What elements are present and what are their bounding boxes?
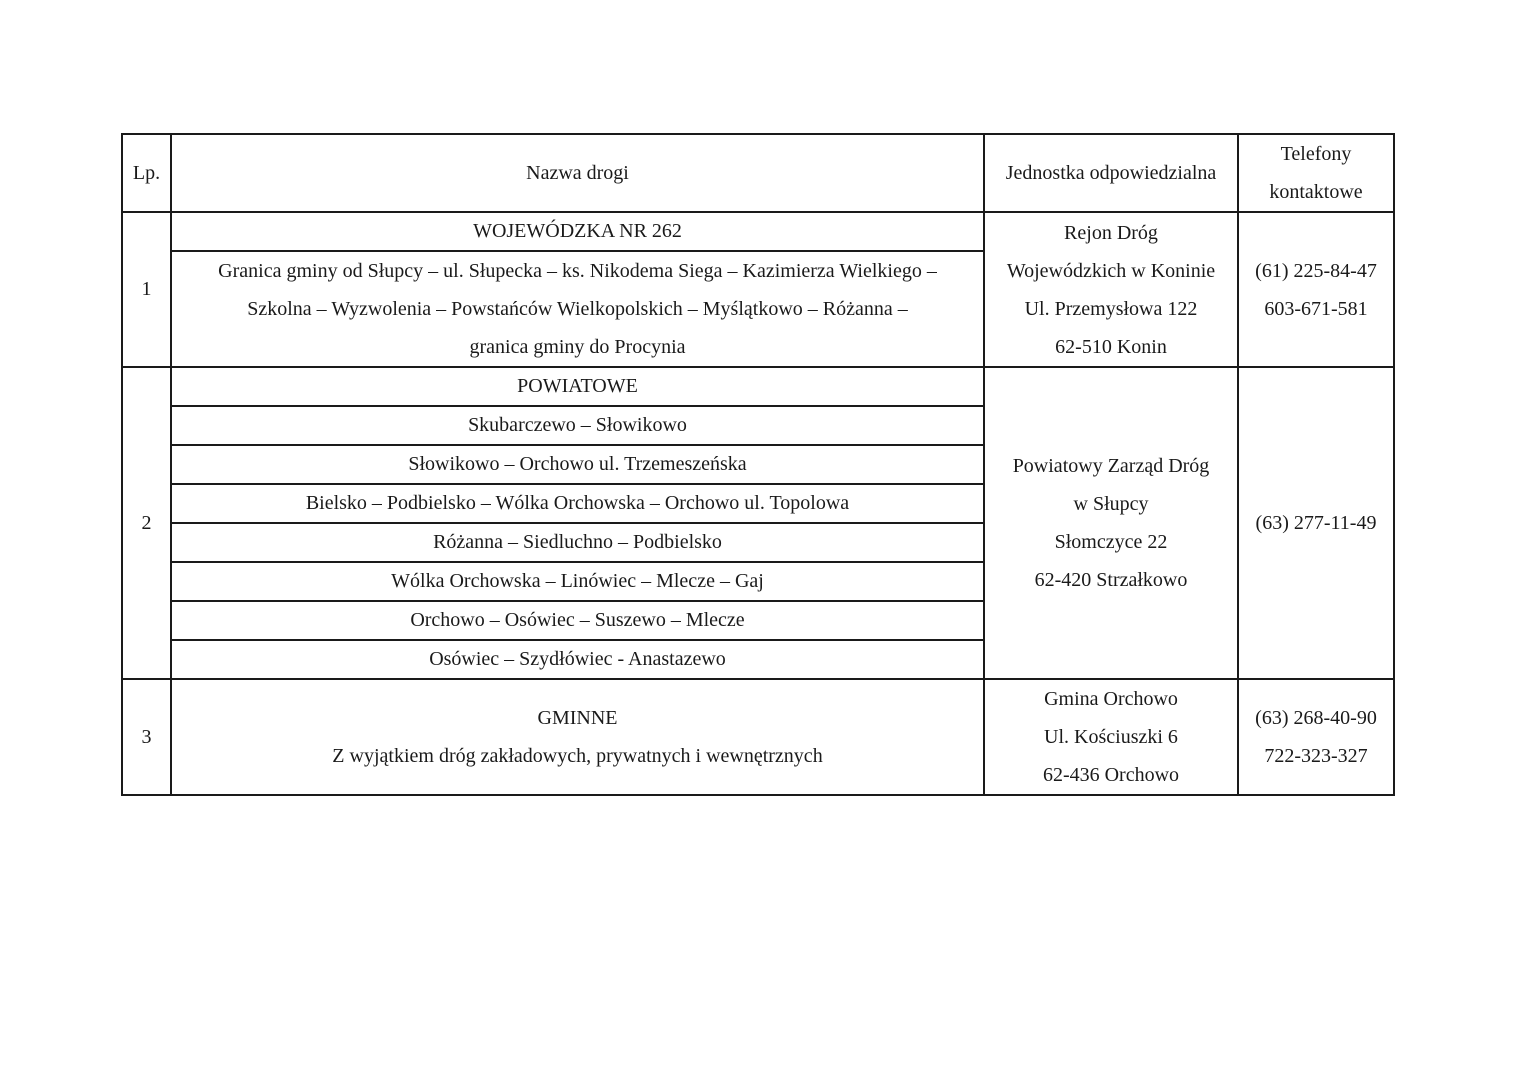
header-phones-line1: Telefony: [1280, 143, 1352, 165]
responsible-unit: [984, 367, 1238, 679]
section-heading: POWIATOWE: [171, 367, 984, 406]
road-name: Różanna – Siedluchno – Podbielsko: [171, 523, 984, 562]
road-name: Słowikowo – Orchowo ul. Trzemeszeńska: [171, 445, 984, 484]
unit-line: Ul. Przemysłowa 122: [1024, 297, 1198, 320]
table-row: [122, 367, 1394, 406]
road-note: Z wyjątkiem dróg zakładowych, prywatnych i wewnętrznych: [332, 745, 823, 767]
table-row: [122, 679, 1394, 795]
responsible-unit: [984, 212, 1238, 367]
section-heading: GMINNE: [537, 707, 618, 729]
header-road-name: Nazwa drogi: [171, 134, 984, 212]
row-number: 2: [122, 367, 171, 679]
contact-phones: [1238, 679, 1394, 795]
row-number: 3: [122, 679, 171, 795]
unit-line: 62-420 Strzałkowo: [1034, 569, 1188, 591]
row-number: 1: [122, 212, 171, 367]
road-description: [171, 251, 984, 367]
unit-line: Powiatowy Zarząd Dróg: [1012, 455, 1210, 477]
phone-number: (63) 277-11-49: [1255, 511, 1377, 534]
section-heading: WOJEWÓDZKA NR 262: [171, 212, 984, 251]
unit-line: Rejon Dróg: [1064, 221, 1158, 244]
road-name: Skubarczewo – Słowikowo: [171, 406, 984, 445]
responsible-unit: [984, 679, 1238, 795]
road-name: Osówiec – Szydłówiec - Anastazewo: [171, 640, 984, 679]
unit-line: 62-510 Konin: [1055, 335, 1167, 358]
road-name: Orchowo – Osówiec – Suszewo – Mlecze: [171, 601, 984, 640]
roads-table: [121, 133, 1395, 796]
contact-phones: [1238, 212, 1394, 367]
table-header-row: [122, 134, 1394, 212]
unit-line: 62-436 Orchowo: [1042, 764, 1180, 786]
unit-line: Ul. Kościuszki 6: [1044, 726, 1178, 748]
road-name: Wólka Orchowska – Linówiec – Mlecze – Gaj: [171, 562, 984, 601]
header-lp: Lp.: [122, 134, 171, 212]
phone-number: 603-671-581: [1264, 297, 1368, 320]
phone-number: (61) 225-84-47: [1255, 259, 1377, 282]
phone-number: (63) 268-40-90: [1255, 707, 1377, 729]
road-line: granica gminy do Procynia: [469, 336, 686, 358]
phone-number: 722-323-327: [1264, 745, 1368, 767]
road-line: Granica gminy od Słupcy – ul. Słupecka – ks. Nikodema Siega – Kazimierza Wielkiego –: [218, 260, 937, 282]
header-phones: [1238, 134, 1394, 212]
road-line: Szkolna – Wyzwolenia – Powstańców Wielkopolskich – Myślątkowo – Różanna –: [247, 298, 908, 320]
header-unit: Jednostka odpowiedzialna: [984, 134, 1238, 212]
unit-line: w Słupcy: [1073, 493, 1149, 515]
road-name: Bielsko – Podbielsko – Wólka Orchowska – Orchowo ul. Topolowa: [171, 484, 984, 523]
unit-line: Wojewódzkich w Koninie: [1006, 259, 1216, 282]
contact-phones: [1238, 367, 1394, 679]
table-row: [122, 212, 1394, 251]
road-description: [171, 679, 984, 795]
unit-line: Gmina Orchowo: [1044, 688, 1178, 710]
header-phones-line2: kontaktowe: [1269, 181, 1363, 203]
unit-line: Słomczyce 22: [1054, 531, 1168, 553]
